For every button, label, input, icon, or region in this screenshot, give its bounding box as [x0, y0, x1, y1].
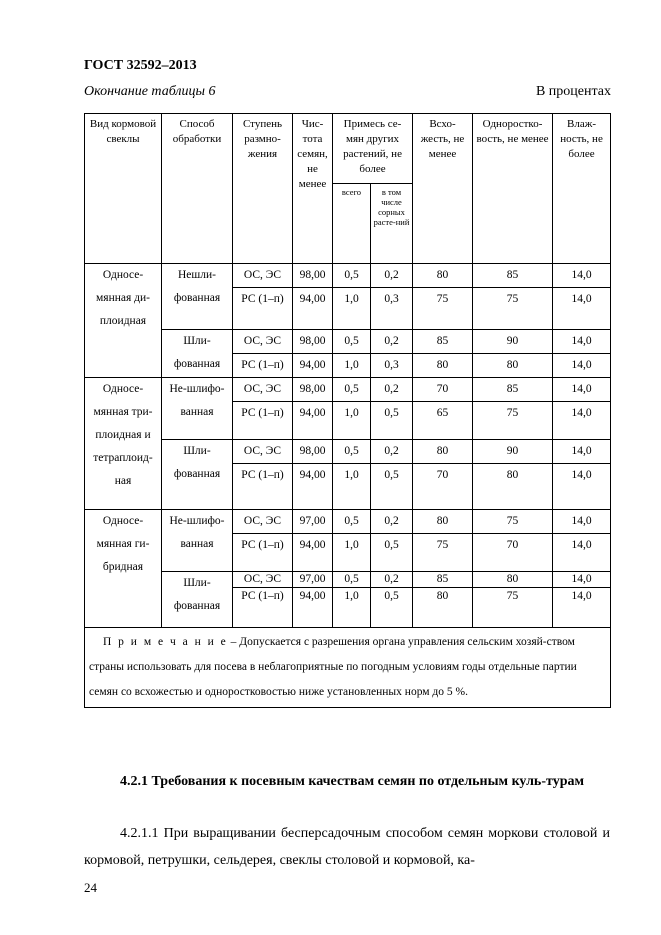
row-impurity-total: 0,5 [333, 264, 371, 288]
row-impurity-total: 0,5 [333, 378, 371, 402]
row-purity: 94,00 [293, 588, 333, 628]
row-purity: 94,00 [293, 288, 333, 330]
row-impurity-weeds: 0,2 [371, 378, 413, 402]
row-impurity-weeds: 0,5 [371, 402, 413, 440]
row-single-sprout: 75 [473, 402, 553, 440]
row-germination: 75 [413, 288, 473, 330]
row-germination: 80 [413, 264, 473, 288]
row-stage: РС (1–п) [233, 534, 293, 572]
row-impurity-total: 1,0 [333, 354, 371, 378]
row-stage: РС (1–п) [233, 464, 293, 510]
row-impurity-weeds: 0,2 [371, 330, 413, 354]
row-purity: 94,00 [293, 354, 333, 378]
row-stage: ОС, ЭС [233, 378, 293, 402]
row-method: Нешли-фованная [162, 264, 233, 330]
row-purity: 94,00 [293, 534, 333, 572]
row-impurity-total: 0,5 [333, 510, 371, 534]
row-germination: 85 [413, 330, 473, 354]
header-moisture: Влаж-ность, не более [553, 114, 611, 264]
row-stage: ОС, ЭС [233, 440, 293, 464]
row-moisture: 14,0 [553, 354, 611, 378]
row-impurity-weeds: 0,5 [371, 534, 413, 572]
row-impurity-total: 1,0 [333, 534, 371, 572]
header-impurity-weeds: в том числе сорных расте-ний [371, 184, 413, 264]
row-single-sprout: 75 [473, 510, 553, 534]
header-impurity-total: всего [333, 184, 371, 264]
row-stage: РС (1–п) [233, 354, 293, 378]
row-single-sprout: 85 [473, 378, 553, 402]
row-method: Шли-фованная [162, 330, 233, 378]
note-text: – Допускается с разрешения органа управления сельским хозяй-ством страны использовать для посева в неблагоприятные по погодным условиям годы отдельные партии семян со всхожестью и одноростковостью ниже установленных норм до 5 %. [89, 636, 577, 698]
row-impurity-weeds: 0,2 [371, 264, 413, 288]
row-stage: РС (1–п) [233, 288, 293, 330]
row-moisture: 14,0 [553, 264, 611, 288]
row-impurity-weeds: 0,2 [371, 572, 413, 588]
note-label: П р и м е ч а н и е [103, 636, 228, 648]
row-moisture: 14,0 [553, 378, 611, 402]
row-impurity-weeds: 0,3 [371, 354, 413, 378]
header-purity: Чис-тота семян, не менее [293, 114, 333, 264]
row-moisture: 14,0 [553, 288, 611, 330]
row-single-sprout: 70 [473, 534, 553, 572]
row-single-sprout: 90 [473, 440, 553, 464]
table-caption: Окончание таблицы 6 [84, 84, 216, 99]
row-purity: 94,00 [293, 464, 333, 510]
row-purity: 98,00 [293, 378, 333, 402]
header-single-sprout: Одноростко-вость, не менее [473, 114, 553, 264]
row-stage: ОС, ЭС [233, 264, 293, 288]
row-germination: 70 [413, 378, 473, 402]
row-impurity-total: 1,0 [333, 288, 371, 330]
row-kind: Односе-мянная ди-плоидная [85, 264, 162, 378]
row-impurity-weeds: 0,2 [371, 440, 413, 464]
row-method: Шли-фованная [162, 572, 233, 628]
row-impurity-weeds: 0,2 [371, 510, 413, 534]
row-impurity-weeds: 0,5 [371, 588, 413, 628]
row-moisture: 14,0 [553, 534, 611, 572]
row-impurity-total: 0,5 [333, 440, 371, 464]
document-title: ГОСТ 32592–2013 [84, 58, 197, 73]
row-kind: Односе-мянная ги-бридная [85, 510, 162, 628]
row-germination: 80 [413, 510, 473, 534]
row-single-sprout: 75 [473, 588, 553, 628]
row-germination: 75 [413, 534, 473, 572]
header-method: Способ обработки [162, 114, 233, 264]
row-purity: 97,00 [293, 572, 333, 588]
header-germination: Всхо-жесть, не менее [413, 114, 473, 264]
row-impurity-total: 1,0 [333, 588, 371, 628]
row-purity: 98,00 [293, 264, 333, 288]
row-kind: Односе-мянная три-плоидная и тетраплоид-ная [85, 378, 162, 510]
row-impurity-weeds: 0,3 [371, 288, 413, 330]
row-moisture: 14,0 [553, 510, 611, 534]
row-purity: 97,00 [293, 510, 333, 534]
row-germination: 65 [413, 402, 473, 440]
row-stage: ОС, ЭС [233, 510, 293, 534]
row-germination: 85 [413, 572, 473, 588]
row-germination: 80 [413, 588, 473, 628]
seed-quality-table [84, 113, 611, 708]
row-germination: 70 [413, 464, 473, 510]
row-stage: ОС, ЭС [233, 330, 293, 354]
row-impurity-total: 0,5 [333, 330, 371, 354]
row-method: Не-шлифо-ванная [162, 378, 233, 440]
row-moisture: 14,0 [553, 572, 611, 588]
header-stage: Ступень размно-жения [233, 114, 293, 264]
row-purity: 98,00 [293, 330, 333, 354]
table-note [85, 628, 611, 708]
row-single-sprout: 85 [473, 264, 553, 288]
row-stage: ОС, ЭС [233, 572, 293, 588]
table-unit: В процентах [535, 84, 611, 99]
row-single-sprout: 90 [473, 330, 553, 354]
row-impurity-total: 0,5 [333, 572, 371, 588]
row-impurity-weeds: 0,5 [371, 464, 413, 510]
row-moisture: 14,0 [553, 588, 611, 628]
row-method: Не-шлифо-ванная [162, 510, 233, 572]
section-heading: 4.2.1 Требования к посевным качествам семян по отдельным куль-турам [120, 774, 585, 789]
row-single-sprout: 80 [473, 572, 553, 588]
header-kind: Вид кормовой свеклы [85, 114, 162, 264]
row-germination: 80 [413, 440, 473, 464]
row-moisture: 14,0 [553, 440, 611, 464]
row-single-sprout: 75 [473, 288, 553, 330]
row-stage: РС (1–п) [233, 588, 293, 628]
header-impurity: Примесь се-мян других растений, не более [333, 114, 413, 184]
page-number: 24 [84, 880, 97, 895]
row-moisture: 14,0 [553, 402, 611, 440]
row-germination: 80 [413, 354, 473, 378]
row-moisture: 14,0 [553, 330, 611, 354]
row-stage: РС (1–п) [233, 402, 293, 440]
row-moisture: 14,0 [553, 464, 611, 510]
row-impurity-total: 1,0 [333, 464, 371, 510]
body-paragraph: 4.2.1.1 При выращивании бесперсадочным способом семян моркови столовой и кормовой, петрушки, сельдерея, свеклы столовой и кормовой, ка- [84, 826, 610, 868]
row-purity: 98,00 [293, 440, 333, 464]
row-impurity-total: 1,0 [333, 402, 371, 440]
row-single-sprout: 80 [473, 354, 553, 378]
row-single-sprout: 80 [473, 464, 553, 510]
row-purity: 94,00 [293, 402, 333, 440]
row-method: Шли-фованная [162, 440, 233, 510]
